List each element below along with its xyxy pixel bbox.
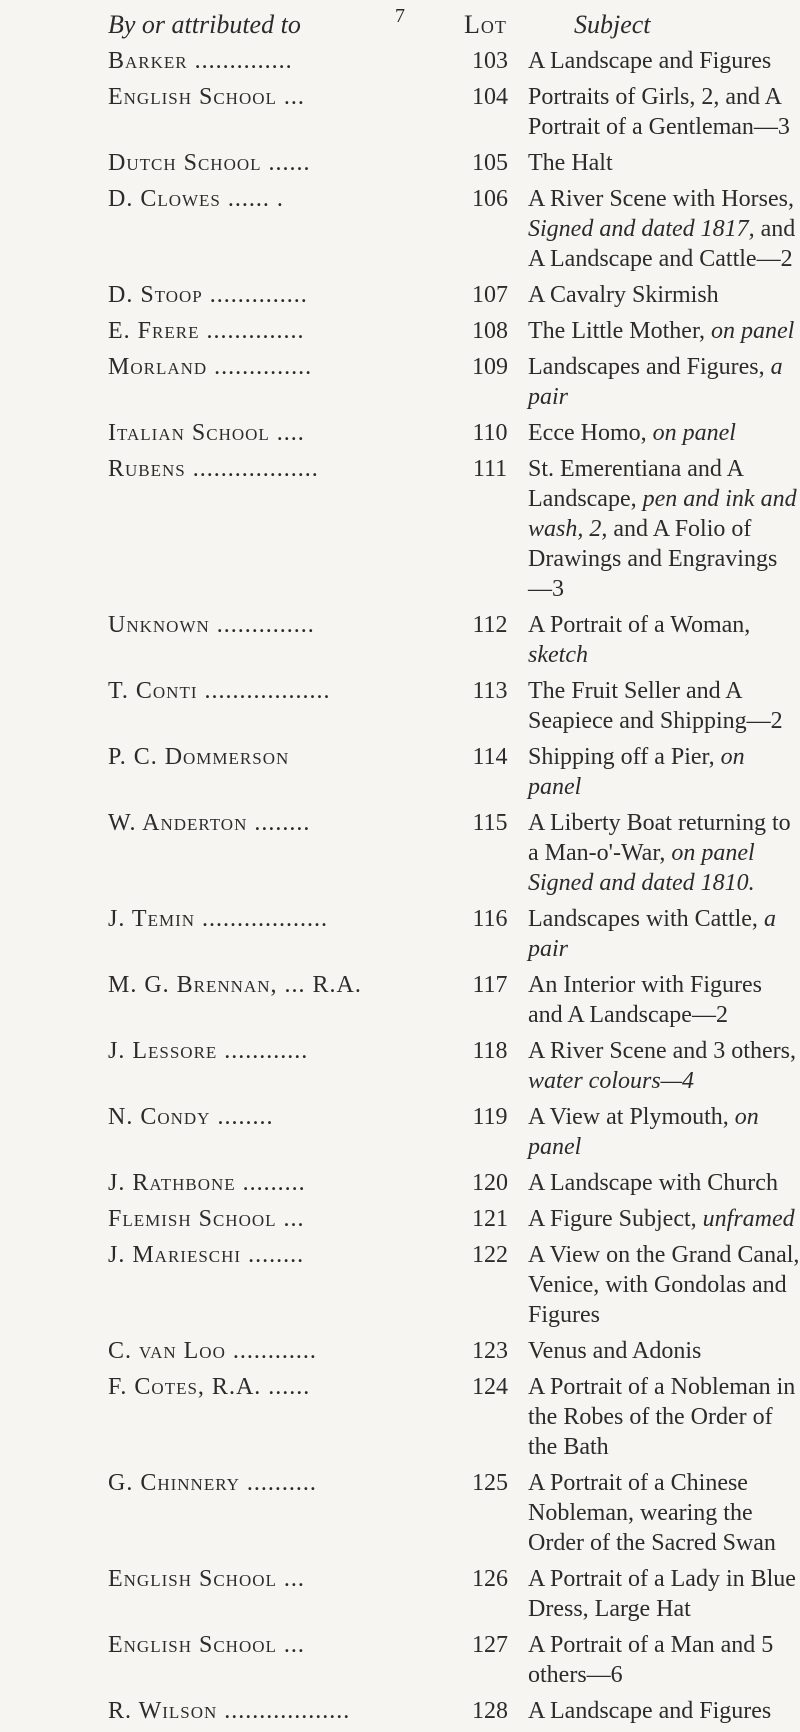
lot-number: 127 (472, 1632, 508, 1658)
lot-artist: P. C. Dommerson (108, 744, 290, 770)
lot-subject (516, 904, 800, 964)
lot-number: 109 (472, 354, 508, 380)
lot-subject (516, 316, 800, 346)
lot-number: 120 (472, 1170, 508, 1196)
lot-subject (516, 1168, 800, 1198)
lot-row (0, 1102, 800, 1162)
lot-number: 112 (472, 612, 508, 638)
lot-subject (516, 1564, 800, 1624)
lot-subject-note: on panel (711, 318, 795, 344)
lot-subject-note: sketch (528, 642, 588, 668)
lot-subject-note: on panel (652, 420, 736, 446)
lot-subject-text: A River Scene with Horses, (528, 186, 794, 212)
lot-row (0, 1696, 800, 1726)
lot-row (0, 610, 800, 670)
lot-subject-note: unframed (702, 1206, 795, 1232)
lot-number: 106 (472, 186, 508, 212)
lot-row (0, 82, 800, 142)
lot-subject (516, 418, 800, 448)
lot-subject-note: Signed and dated 1817, (528, 216, 755, 242)
lot-row (0, 46, 800, 76)
lot-subject-text: Landscapes and Figures, (528, 354, 765, 380)
lot-row (0, 970, 800, 1030)
lot-subject-text: A Figure Subject, (528, 1206, 697, 1232)
lot-subject (516, 454, 800, 604)
lot-row (0, 676, 800, 736)
lot-subject (516, 676, 800, 736)
lot-number: 103 (472, 48, 508, 74)
lot-number: 110 (472, 420, 508, 446)
lot-subject (516, 742, 800, 802)
lot-subject (516, 1630, 800, 1690)
lot-row (0, 184, 800, 274)
lot-number: 105 (472, 150, 508, 176)
lot-subject-signature: Signed and dated 1810. (528, 870, 755, 896)
lot-row (0, 1036, 800, 1096)
lot-row (0, 1336, 800, 1366)
lot-number: 123 (472, 1338, 508, 1364)
lot-number: 124 (472, 1374, 508, 1400)
lot-number: 121 (472, 1206, 508, 1232)
lot-artist: D. Clowes ...... . (108, 186, 284, 212)
lot-subject-text: A Portrait of a Lady in Blue Dress, Large Hat (528, 1566, 796, 1622)
lot-subject (516, 1696, 800, 1726)
lot-subject (516, 1102, 800, 1162)
lot-row (0, 352, 800, 412)
lot-artist: English School ... (108, 1566, 305, 1592)
lot-artist: J. Marieschi ........ (108, 1242, 305, 1268)
lot-artist: F. Cotes, R.A. ...... (108, 1374, 311, 1400)
lot-subject (516, 970, 800, 1030)
lot-subject-text: An Interior with Figures and A Landscape—2 (528, 972, 762, 1028)
lot-subject-text: St. Emerentiana and A Landscape, (528, 456, 743, 512)
lot-subject (516, 610, 800, 670)
lot-subject-text: A View at Plymouth, (528, 1104, 729, 1130)
lot-row (0, 1372, 800, 1462)
lot-subject (516, 808, 800, 898)
lot-subject-text: Portraits of Girls, 2, and A Portrait of a Gentleman—3 (528, 84, 790, 140)
header-attributed: By or attributed to (108, 10, 301, 39)
header-lot: Lot (464, 10, 507, 39)
lot-artist: Flemish School ... (108, 1206, 305, 1232)
lot-artist: Rubens .................. (108, 456, 319, 482)
lot-subject-text: A Portrait of a Man and 5 others—6 (528, 1632, 774, 1688)
lot-artist: English School ... (108, 84, 305, 110)
lot-artist: Dutch School ...... (108, 150, 311, 176)
lot-subject-note: on panel (528, 744, 745, 800)
lot-artist: E. Frere .............. (108, 318, 305, 344)
lot-subject-text: A Portrait of a Nobleman in the Robes of the Order of the Bath (528, 1374, 796, 1460)
lot-subject-text-cont: and A Landscape and Cattle—2 (528, 216, 796, 272)
lot-artist: J. Temin .................. (108, 906, 329, 932)
lot-subject-text: A Landscape and Figures (528, 1698, 772, 1724)
lot-number: 107 (472, 282, 508, 308)
lot-number: 115 (472, 810, 508, 836)
lot-number: 111 (472, 456, 508, 482)
lot-artist: Barker .............. (108, 48, 293, 74)
lot-subject-text: A Landscape with Church (528, 1170, 778, 1196)
lot-subject-text: A River Scene and 3 others, (528, 1038, 796, 1064)
lot-row (0, 1564, 800, 1624)
lot-artist: Unknown .............. (108, 612, 315, 638)
lot-row (0, 742, 800, 802)
lot-subject-text: Shipping off a Pier, (528, 744, 715, 770)
lot-subject (516, 352, 800, 412)
lot-row (0, 1630, 800, 1690)
lot-subject-text: A View on the Grand Canal, Venice, with Gondolas and Figures (528, 1242, 800, 1328)
lot-row (0, 1168, 800, 1198)
lot-subject-text: A Portrait of a Chinese Nobleman, wearing the Order of the Sacred Swan (528, 1470, 776, 1556)
lot-subject-note: on panel (671, 840, 755, 866)
lot-subject-text: Venus and Adonis (528, 1338, 702, 1364)
lot-number: 128 (472, 1698, 508, 1724)
lot-row (0, 1240, 800, 1330)
lot-subject-text: The Halt (528, 150, 613, 176)
lot-subject-text-cont: and A Folio of Drawings and Engravings —3 (528, 516, 778, 602)
lot-subject-text: Ecce Homo, (528, 420, 647, 446)
lot-number: 116 (472, 906, 508, 932)
lot-subject (516, 1204, 800, 1234)
lot-row (0, 808, 800, 898)
lot-subject-note: pen and ink and wash, 2, (528, 486, 797, 542)
lot-artist: J. Lessore ............ (108, 1038, 309, 1064)
lot-subject (516, 1468, 800, 1558)
lot-subject-text: A Cavalry Skirmish (528, 282, 719, 308)
lot-subject (516, 1036, 800, 1096)
lot-subject (516, 1372, 800, 1462)
lot-row (0, 148, 800, 178)
lot-artist: English School ... (108, 1632, 305, 1658)
lot-artist: M. G. Brennan, ... R.A. (108, 972, 362, 998)
lot-artist: Italian School .... (108, 420, 305, 446)
lot-subject-text: A Liberty Boat returning to a Man-o'-War, (528, 810, 791, 866)
lot-row (0, 454, 800, 604)
lot-number: 119 (472, 1104, 508, 1130)
lot-number: 117 (472, 972, 508, 998)
lot-artist: Morland .............. (108, 354, 313, 380)
lot-subject (516, 184, 800, 274)
lot-subject-note: on panel (528, 1104, 759, 1160)
lot-subject-text: A Portrait of a Woman, (528, 612, 751, 638)
lot-artist: C. van Loo ............ (108, 1338, 317, 1364)
lot-subject (516, 1336, 800, 1366)
lot-number: 104 (472, 84, 508, 110)
lot-artist: R. Wilson .................. (108, 1698, 351, 1724)
lot-row (0, 1468, 800, 1558)
lot-number: 114 (472, 744, 508, 770)
lot-list (0, 46, 800, 1732)
lot-subject-note: a pair (528, 354, 783, 410)
lot-artist: W. Anderton ........ (108, 810, 311, 836)
lot-subject (516, 148, 800, 178)
lot-subject (516, 1240, 800, 1330)
lot-subject (516, 280, 800, 310)
lot-subject-note: water colours—4 (528, 1068, 695, 1094)
lot-subject-note: a pair (528, 906, 776, 962)
lot-row (0, 1204, 800, 1234)
lot-subject-text: Landscapes with Cattle, (528, 906, 758, 932)
lot-number: 125 (472, 1470, 508, 1496)
lot-row (0, 418, 800, 448)
lot-artist: G. Chinnery .......... (108, 1470, 317, 1496)
lot-artist: J. Rathbone ......... (108, 1170, 306, 1196)
lot-artist: D. Stoop .............. (108, 282, 308, 308)
lot-row (0, 280, 800, 310)
lot-number: 118 (472, 1038, 508, 1064)
lot-number: 113 (472, 678, 508, 704)
lot-number: 122 (472, 1242, 508, 1268)
header-subject: Subject (574, 10, 651, 39)
lot-number: 108 (472, 318, 508, 344)
lot-subject-text: The Fruit Seller and A Seapiece and Shipping—2 (528, 678, 783, 734)
lot-row (0, 316, 800, 346)
lot-artist: T. Conti .................. (108, 678, 331, 704)
lot-number: 126 (472, 1566, 508, 1592)
lot-subject (516, 46, 800, 76)
lot-row (0, 904, 800, 964)
lot-artist: N. Condy ........ (108, 1104, 274, 1130)
page-number: 7 (395, 5, 405, 27)
lot-subject-text: A Landscape and Figures (528, 48, 772, 74)
lot-subject-text: The Little Mother, (528, 318, 705, 344)
lot-subject (516, 82, 800, 142)
